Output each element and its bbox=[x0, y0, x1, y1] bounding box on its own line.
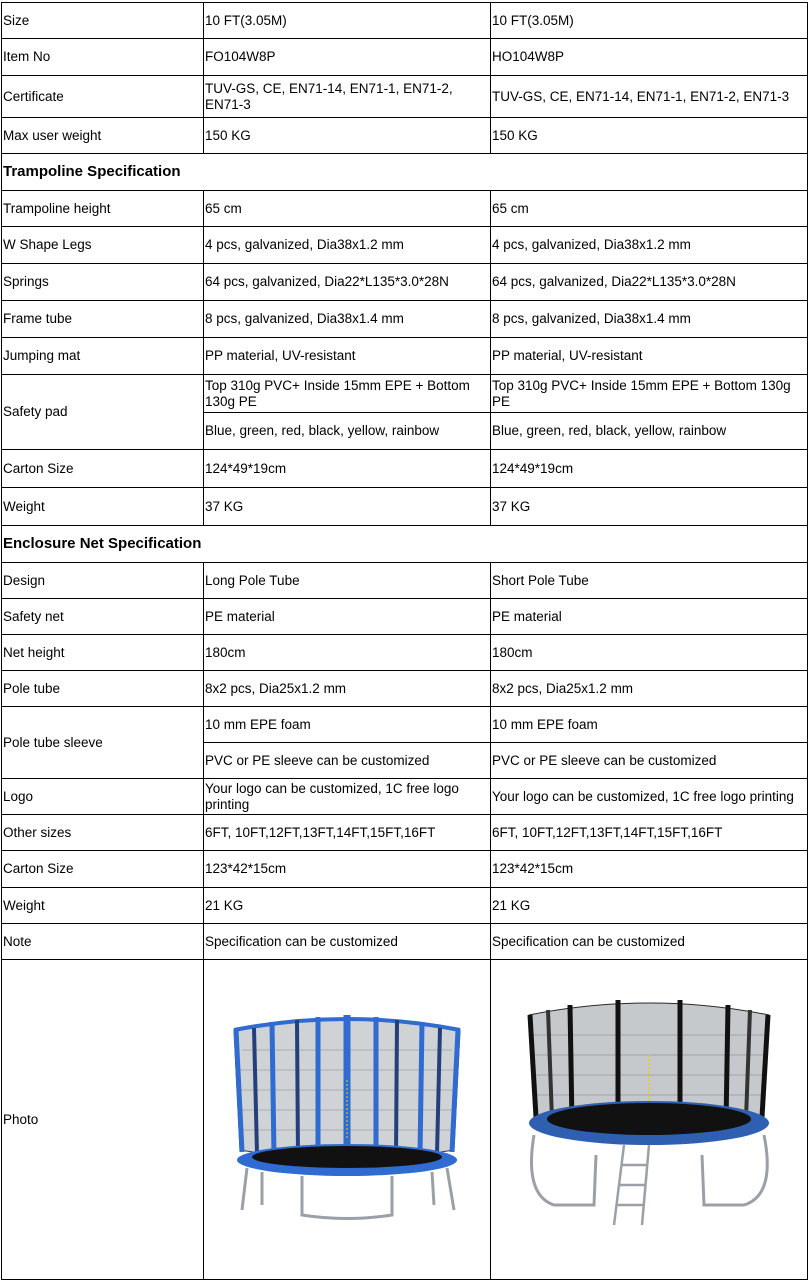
cell-b: Specification can be customized bbox=[491, 924, 808, 960]
row-label: Pole tube bbox=[2, 671, 204, 707]
cell-b: 10 mm EPE foam bbox=[491, 707, 808, 743]
table-row bbox=[2, 707, 808, 743]
table-row bbox=[2, 118, 808, 154]
cell-a: PP material, UV-resistant bbox=[204, 338, 491, 375]
table-row bbox=[2, 815, 808, 851]
table-row bbox=[2, 227, 808, 264]
cell-b: 6FT, 10FT,12FT,13FT,14FT,15FT,16FT bbox=[491, 815, 808, 851]
row-label: Safety pad bbox=[2, 375, 204, 450]
table-row bbox=[2, 779, 808, 815]
table-row bbox=[2, 888, 808, 924]
cell-a: Specification can be customized bbox=[204, 924, 491, 960]
cell-a: 6FT, 10FT,12FT,13FT,14FT,15FT,16FT bbox=[204, 815, 491, 851]
row-label: Springs bbox=[2, 264, 204, 301]
table-row bbox=[2, 450, 808, 488]
table-row bbox=[2, 563, 808, 599]
cell-b: PE material bbox=[491, 599, 808, 635]
cell-b: PP material, UV-resistant bbox=[491, 338, 808, 375]
cell-a: FO104W8P bbox=[204, 39, 491, 76]
cell-a: 10 mm EPE foam bbox=[204, 707, 491, 743]
cell-b: 8 pcs, galvanized, Dia38x1.4 mm bbox=[491, 301, 808, 338]
row-label: Weight bbox=[2, 488, 204, 526]
table-row bbox=[2, 76, 808, 118]
row-label: Note bbox=[2, 924, 204, 960]
cell-a: 4 pcs, galvanized, Dia38x1.2 mm bbox=[204, 227, 491, 264]
cell-a: Your logo can be customized, 1C free logo printing bbox=[204, 779, 491, 815]
row-label: Carton Size bbox=[2, 851, 204, 888]
table-row bbox=[2, 3, 808, 39]
cell-a: 64 pcs, galvanized, Dia22*L135*3.0*28N bbox=[204, 264, 491, 301]
cell-a: 65 cm bbox=[204, 191, 491, 227]
trampoline-short-pole-image bbox=[514, 995, 784, 1245]
cell-b: Blue, green, red, black, yellow, rainbow bbox=[491, 413, 808, 450]
table-row bbox=[2, 191, 808, 227]
cell-a: 123*42*15cm bbox=[204, 851, 491, 888]
cell-a: 8 pcs, galvanized, Dia38x1.4 mm bbox=[204, 301, 491, 338]
row-label: W Shape Legs bbox=[2, 227, 204, 264]
row-label: Weight bbox=[2, 888, 204, 924]
cell-b: 123*42*15cm bbox=[491, 851, 808, 888]
table-row bbox=[2, 301, 808, 338]
cell-b: 10 FT(3.05M) bbox=[491, 3, 808, 39]
cell-b: Top 310g PVC+ Inside 15mm EPE + Bottom 130g PE bbox=[491, 375, 808, 413]
table-row bbox=[2, 599, 808, 635]
cell-b: TUV-GS, CE, EN71-14, EN71-1, EN71-2, EN71-3 bbox=[491, 76, 808, 118]
cell-b: PVC or PE sleeve can be customized bbox=[491, 743, 808, 779]
cell-a: 10 FT(3.05M) bbox=[204, 3, 491, 39]
cell-b: 65 cm bbox=[491, 191, 808, 227]
cell-a: PVC or PE sleeve can be customized bbox=[204, 743, 491, 779]
section-row bbox=[2, 526, 808, 563]
cell-a: 8x2 pcs, Dia25x1.2 mm bbox=[204, 671, 491, 707]
row-label: Other sizes bbox=[2, 815, 204, 851]
table-row bbox=[2, 671, 808, 707]
cell-b: 124*49*19cm bbox=[491, 450, 808, 488]
table-row bbox=[2, 338, 808, 375]
trampoline-long-pole-image bbox=[222, 1010, 472, 1230]
table-row bbox=[2, 488, 808, 526]
spec-table bbox=[1, 2, 808, 1280]
row-label: Item No bbox=[2, 39, 204, 76]
cell-b: 64 pcs, galvanized, Dia22*L135*3.0*28N bbox=[491, 264, 808, 301]
cell-b: 8x2 pcs, Dia25x1.2 mm bbox=[491, 671, 808, 707]
row-label: Safety net bbox=[2, 599, 204, 635]
cell-a: Long Pole Tube bbox=[204, 563, 491, 599]
row-label: Trampoline height bbox=[2, 191, 204, 227]
cell-a: PE material bbox=[204, 599, 491, 635]
cell-b: Short Pole Tube bbox=[491, 563, 808, 599]
photo-cell-a bbox=[204, 960, 491, 1280]
cell-a: 150 KG bbox=[204, 118, 491, 154]
cell-a: Blue, green, red, black, yellow, rainbow bbox=[204, 413, 491, 450]
cell-b: Your logo can be customized, 1C free logo printing bbox=[491, 779, 808, 815]
table-row bbox=[2, 851, 808, 888]
row-label: Net height bbox=[2, 635, 204, 671]
table-row bbox=[2, 264, 808, 301]
table-row bbox=[2, 375, 808, 413]
cell-b: 180cm bbox=[491, 635, 808, 671]
cell-a: Top 310g PVC+ Inside 15mm EPE + Bottom 130g PE bbox=[204, 375, 491, 413]
cell-a: 124*49*19cm bbox=[204, 450, 491, 488]
row-label: Jumping mat bbox=[2, 338, 204, 375]
cell-b: 4 pcs, galvanized, Dia38x1.2 mm bbox=[491, 227, 808, 264]
table-row-photo bbox=[2, 960, 808, 1280]
cell-b: 21 KG bbox=[491, 888, 808, 924]
row-label: Max user weight bbox=[2, 118, 204, 154]
row-label: Size bbox=[2, 3, 204, 39]
row-label: Logo bbox=[2, 779, 204, 815]
row-label: Certificate bbox=[2, 76, 204, 118]
cell-b: HO104W8P bbox=[491, 39, 808, 76]
row-label: Pole tube sleeve bbox=[2, 707, 204, 779]
table-row bbox=[2, 39, 808, 76]
section-title-enclosure: Enclosure Net Specification bbox=[2, 526, 808, 563]
row-label: Frame tube bbox=[2, 301, 204, 338]
cell-b: 150 KG bbox=[491, 118, 808, 154]
cell-a: 37 KG bbox=[204, 488, 491, 526]
cell-a: 180cm bbox=[204, 635, 491, 671]
cell-b: 37 KG bbox=[491, 488, 808, 526]
section-row bbox=[2, 154, 808, 191]
table-row bbox=[2, 635, 808, 671]
row-label: Photo bbox=[2, 960, 204, 1280]
row-label: Design bbox=[2, 563, 204, 599]
cell-a: 21 KG bbox=[204, 888, 491, 924]
cell-a: TUV-GS, CE, EN71-14, EN71-1, EN71-2, EN71-3 bbox=[204, 76, 491, 118]
row-label: Carton Size bbox=[2, 450, 204, 488]
table-row bbox=[2, 924, 808, 960]
section-title-trampoline: Trampoline Specification bbox=[2, 154, 808, 191]
photo-cell-b bbox=[491, 960, 808, 1280]
